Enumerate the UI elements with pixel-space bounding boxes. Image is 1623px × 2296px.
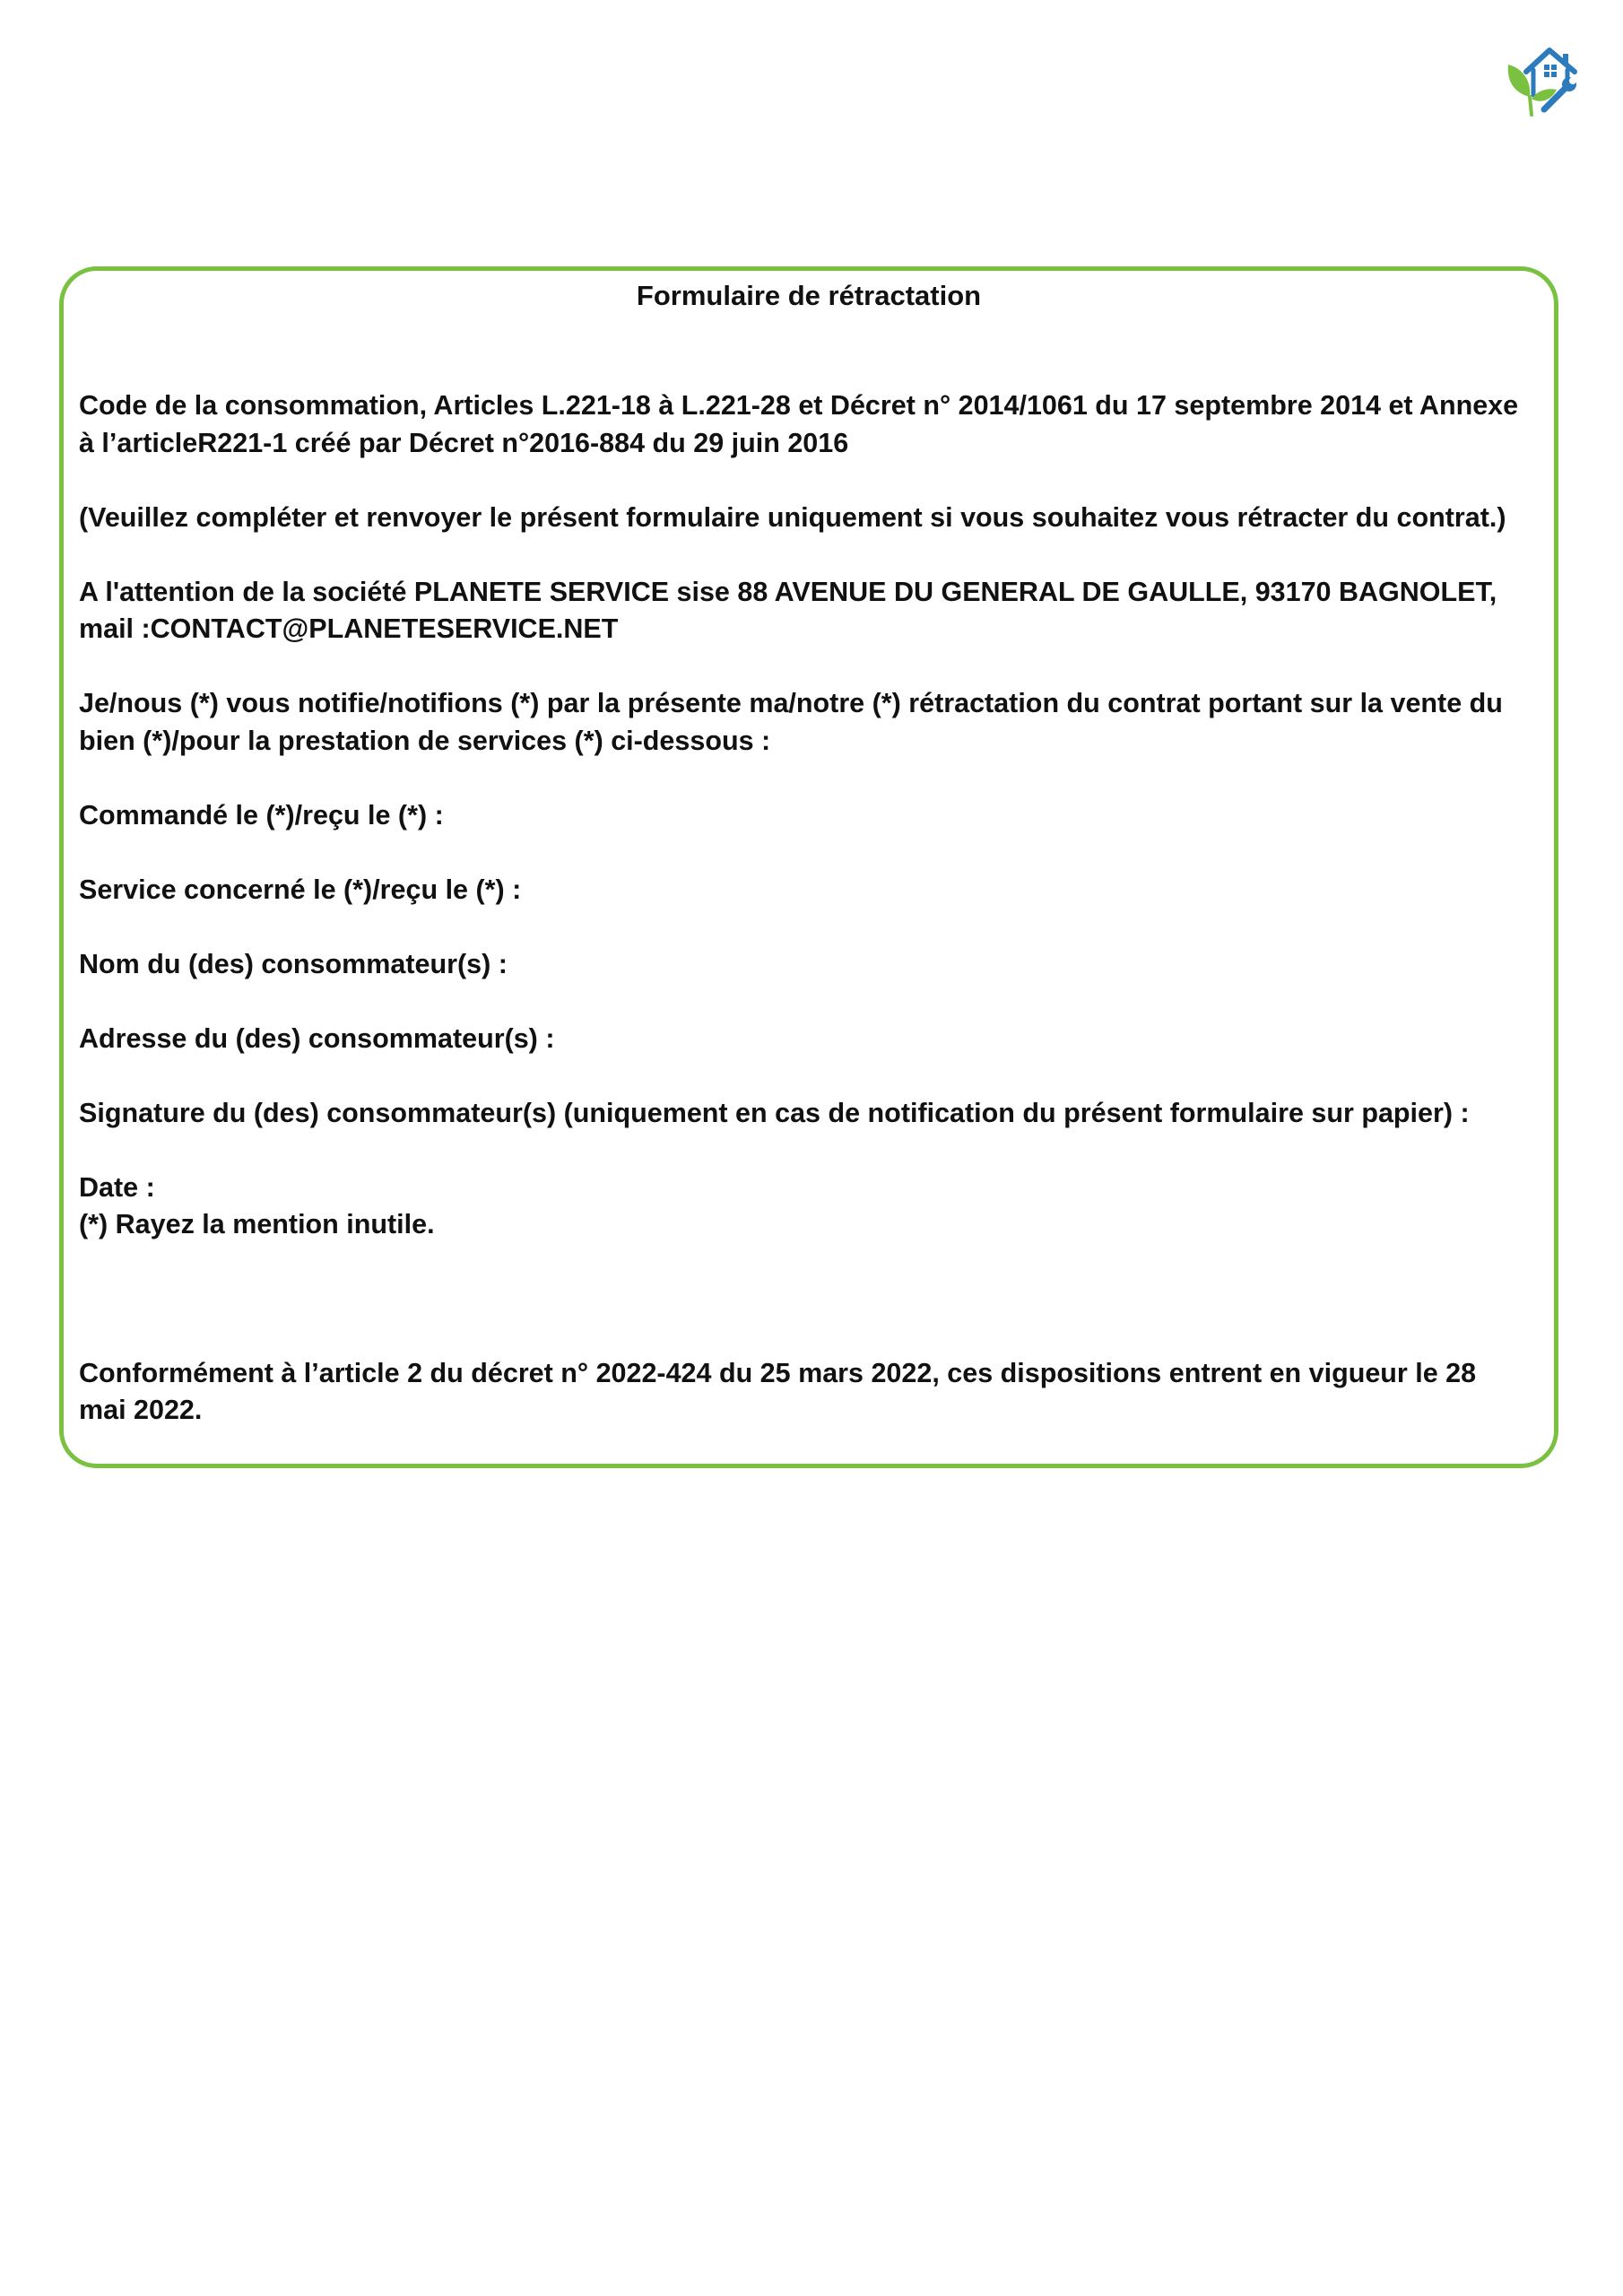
footnote: (*) Rayez la mention inutile. [79,1209,435,1239]
notification-text: Je/nous (*) vous notifie/notifions (*) par la présente ma/notre (*) rétractation du contrat portant sur la vente du bien (*)/pour la prestation de services (*) ci-dessous : [79,688,1503,756]
recipient-address: A l'attention de la société PLANETE SERVICE sise 88 AVENUE DU GENERAL DE GAULLE, 93170 BAGNOLET, mail :CONTACT@PLANETESERVICE.NET [79,576,1497,644]
legal-reference: Code de la consommation, Articles L.221-18 à L.221-28 et Décret n° 2014/1061 du 17 septembre 2014 et Annexe à l’articleR221-1 créé par Décret n°2016-884 du 29 juin 2016 [79,390,1519,458]
field-consumer-address: Adresse du (des) consommateur(s) : [79,1022,555,1054]
field-signature: Signature du (des) consommateur(s) (uniquement en cas de notification du présent formulaire sur papier) : [79,1097,1470,1128]
form-body [79,387,1527,1466]
effective-date-note: Conformément à l’article 2 du décret n° 2022-424 du 25 mars 2022, ces dispositions entrent en vigueur le 28 mai 2022. [79,1357,1477,1425]
instruction-text: (Veuillez compléter et renvoyer le présent formulaire uniquement si vous souhaitez vous rétracter du contrat.) [79,501,1506,533]
field-date: Date : [79,1171,155,1203]
field-consumer-name: Nom du (des) consommateur(s) : [79,948,508,979]
field-ordered-date: Commandé le (*)/reçu le (*) : [79,799,444,831]
field-service: Service concerné le (*)/reçu le (*) : [79,874,522,905]
house-leaf-wrench-icon [1499,38,1582,120]
page-title: Formulaire de rétractation [636,280,982,311]
